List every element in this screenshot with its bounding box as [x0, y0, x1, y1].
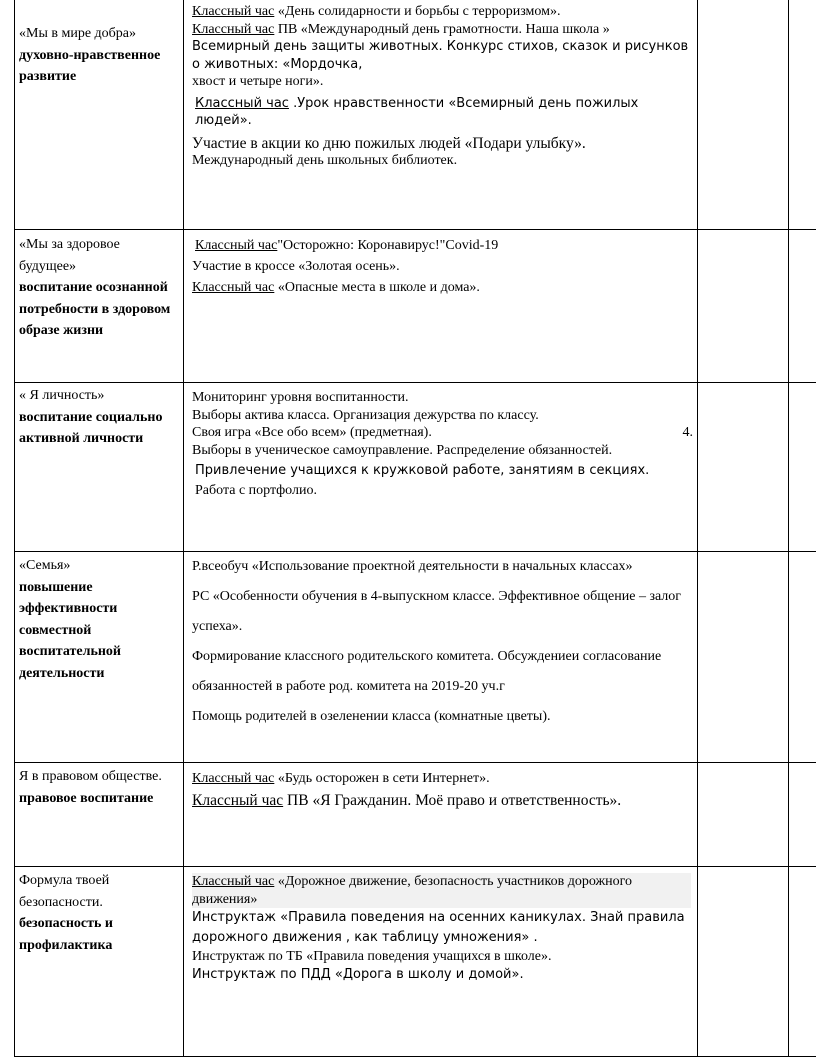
- list-item: Формирование классного родительского комитета. Обсуждениеи согласование обязанностей в работе род. комитета на 2019-20 уч.г: [192, 642, 691, 702]
- empty-cell: [698, 383, 789, 552]
- list-item: Помощь родителей в озеленении класса (комнатные цветы).: [192, 702, 691, 732]
- list-item: Р.всеобуч «Использование проектной деятельности в начальных классах»: [192, 552, 691, 582]
- list-item: Участие в кроссе «Золотая осень».: [192, 256, 691, 277]
- activities-cell: [184, 0, 698, 230]
- empty-cell: [789, 383, 816, 552]
- theme-cell: [15, 552, 184, 763]
- item-number: 4.: [683, 424, 694, 442]
- theme-cell: [15, 383, 184, 552]
- item-prefix: Классный час: [192, 874, 274, 889]
- empty-cell: [698, 230, 789, 383]
- empty-cell: [789, 230, 816, 383]
- list-item: Классный час «Будь осторожен в сети Интернет».: [192, 770, 691, 788]
- list-item: Инструктаж по ТБ «Правила поведения учащихся в школе».: [192, 948, 691, 966]
- item-prefix: Классный час: [192, 792, 283, 809]
- theme-title: Формула твоей безопасности.: [19, 870, 177, 913]
- activities-cell: [184, 867, 698, 1057]
- theme-title: « Я личность»: [19, 385, 177, 407]
- item-prefix: Классный час: [192, 280, 274, 295]
- list-item: Инструктаж по ПДД «Дорога в школу и домой».: [192, 966, 691, 984]
- theme-cell: [15, 763, 184, 867]
- list-item: Инструктаж «Правила поведения на осенних каникулах. Знай правила дорожного движения , как таблицу умножения» .: [192, 908, 691, 948]
- empty-cell: [789, 0, 816, 230]
- activities-cell: [184, 383, 698, 552]
- theme-cell: [15, 0, 184, 230]
- table-row: [15, 867, 816, 1057]
- empty-cell: [789, 763, 816, 867]
- list-item: Классный час"Осторожно: Коронавирус!"Covid-19: [192, 235, 691, 256]
- table-row: [15, 230, 816, 383]
- table-row: [15, 763, 816, 867]
- empty-cell: [789, 552, 816, 763]
- direction-label: правовое воспитание: [19, 788, 177, 810]
- item-prefix: Классный час: [195, 96, 289, 111]
- list-item: хвост и четыре ноги».: [192, 73, 691, 91]
- empty-cell: [698, 763, 789, 867]
- list-item: Классный час ПВ «Международный день грамотности. Наша школа »: [192, 21, 691, 39]
- activities-cell: [184, 230, 698, 383]
- list-item: Своя игра «Все обо всем» (предметная). 4.: [192, 424, 691, 442]
- list-item: Классный час «Дорожное движение, безопасность участников дорожного движения»: [192, 873, 691, 908]
- list-item: Классный час «День солидарности и борьбы с терроризмом».: [192, 3, 691, 21]
- theme-cell: [15, 867, 184, 1057]
- direction-label: духовно-нравственное развитие: [19, 45, 177, 88]
- empty-cell: [698, 867, 789, 1057]
- activity-plan-table: [14, 0, 816, 1057]
- table-row: [15, 0, 816, 230]
- list-item: РС «Особенности обучения в 4-выпускном классе. Эффективное общение – залог успеха».: [192, 582, 691, 642]
- list-item: Классный час «Опасные места в школе и дома».: [192, 277, 691, 298]
- direction-label: воспитание социально активной личности: [19, 407, 177, 450]
- table-row: [15, 383, 816, 552]
- activities-cell: [184, 552, 698, 763]
- list-item: Выборы в ученическое самоуправление. Распределение обязанностей.: [192, 442, 691, 460]
- list-item: Работа с портфолио.: [192, 482, 691, 500]
- item-prefix: Классный час: [195, 238, 277, 253]
- direction-label: повышение эффективности совместной воспитательной деятельности: [19, 577, 177, 685]
- theme-title: Я в правовом обществе.: [19, 766, 177, 788]
- empty-cell: [789, 867, 816, 1057]
- item-prefix: Классный час: [192, 22, 274, 37]
- list-item: Привлечение учащихся к кружковой работе, занятиям в секциях.: [192, 462, 691, 480]
- activities-cell: [184, 763, 698, 867]
- item-prefix: Классный час: [192, 771, 274, 786]
- theme-title: «Мы в мире добра»: [19, 23, 177, 45]
- direction-label: воспитание осознанной потребности в здоровом образе жизни: [19, 277, 177, 342]
- item-prefix: Классный час: [192, 4, 274, 19]
- list-item: Участие в акции ко дню пожилых людей «Подари улыбку».: [192, 135, 691, 153]
- direction-label: безопасность и профилактика: [19, 913, 177, 956]
- empty-cell: [698, 552, 789, 763]
- list-item: Выборы актива класса. Организация дежурства по классу.: [192, 407, 691, 425]
- list-item: Международный день школьных библиотек.: [192, 152, 691, 170]
- empty-cell: [698, 0, 789, 230]
- list-item: Мониторинг уровня воспитанности.: [192, 389, 691, 407]
- theme-title: «Семья»: [19, 555, 177, 577]
- list-item: Классный час .Урок нравственности «Всемирный день пожилых людей».: [192, 95, 691, 130]
- list-item: Всемирный день защиты животных. Конкурс стихов, сказок и рисунков о животных: «Мордочка,: [192, 38, 691, 73]
- list-item: Классный час ПВ «Я Гражданин. Моё право и ответственность».: [192, 790, 691, 811]
- table-row: [15, 552, 816, 763]
- theme-cell: [15, 230, 184, 383]
- theme-title: «Мы за здоровое будущее»: [19, 234, 177, 277]
